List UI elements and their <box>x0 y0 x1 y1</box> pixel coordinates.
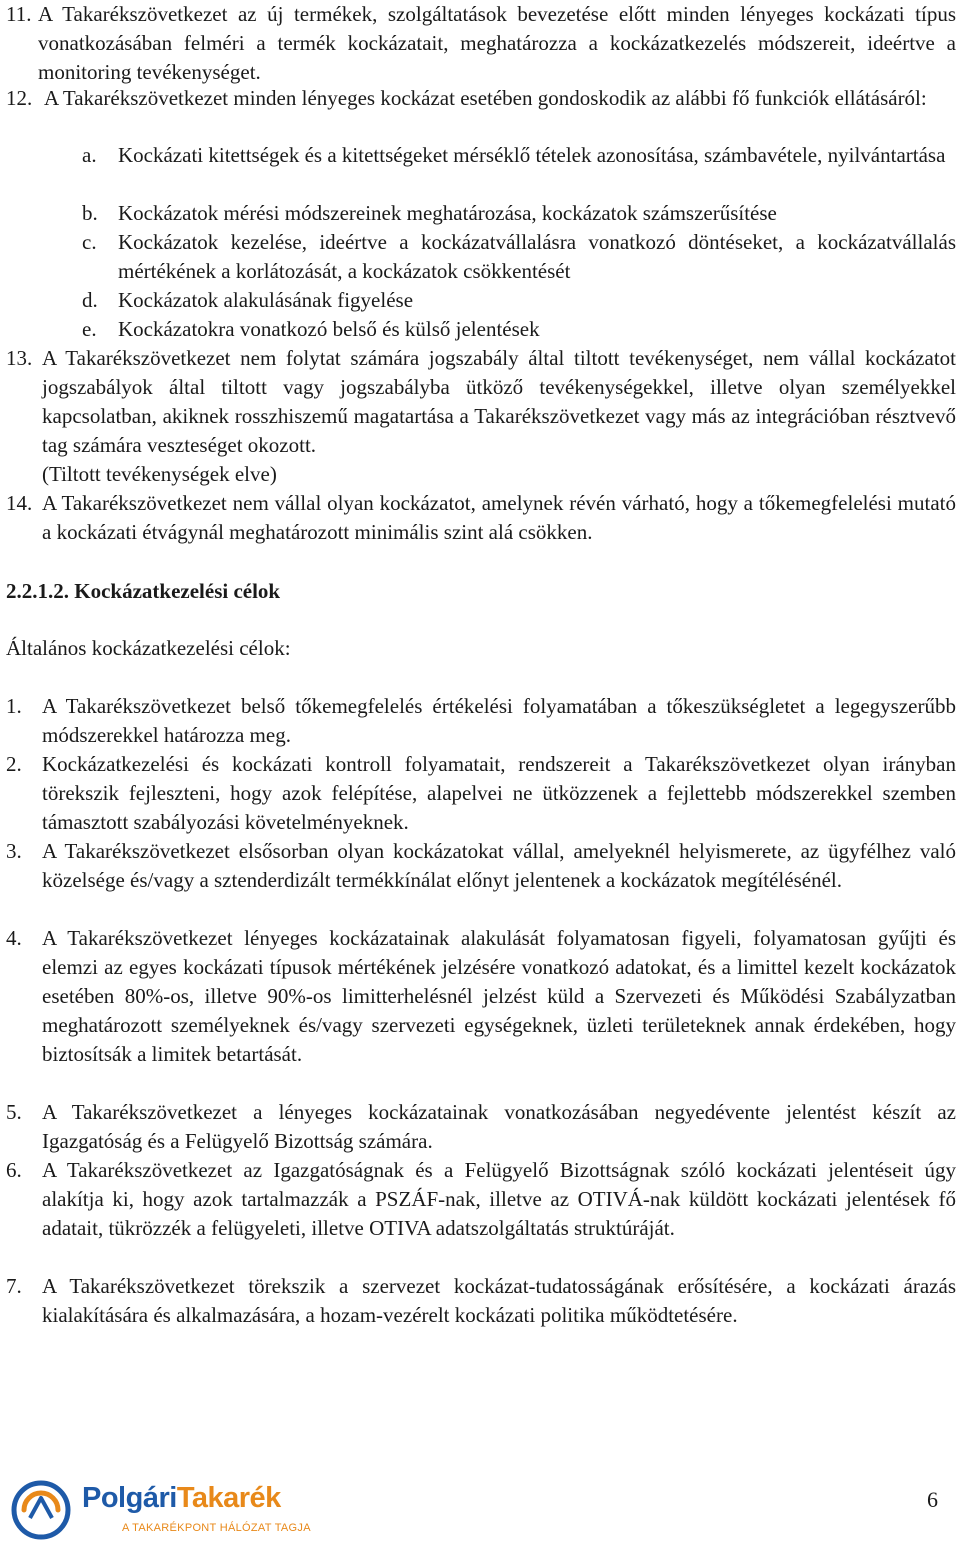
logo-emblem-icon <box>10 1480 72 1540</box>
goal-3-number: 3. <box>6 839 22 863</box>
item-12-text: A Takarékszövetkezet minden lényeges kockázat esetében gondoskodik az alábbi fő funkciók ellátásáról: <box>44 86 927 110</box>
logo-tagline: A TAKARÉKPONT HÁLÓZAT TAGJA <box>122 1522 311 1534</box>
item-12-sub-e-label: e. <box>82 317 97 341</box>
goal-2-text: Kockázatkezelési és kockázati kontroll folyamatait, rendszereit a Takarékszövetkezet olyan irányban törekszik fejleszteni, hogy azok felépítése, alapelvei ne ütközzenek a fejlettebb módszerekkel szemben támasztott szabályozási követelményeknek. <box>42 752 956 834</box>
goal-4-number: 4. <box>6 926 22 950</box>
logo-part-2: Takarék <box>176 1482 281 1514</box>
item-12-sub-b-label: b. <box>82 201 98 225</box>
item-12-sub-a-label: a. <box>82 143 97 167</box>
item-12-sub-c-text: Kockázatok kezelése, ideértve a kockázatvállalásra vonatkozó döntéseket, a kockázatvállalás mértékének a korlátozását, a kockázatok csökkentését <box>118 230 956 283</box>
item-14-text: A Takarékszövetkezet nem vállal olyan kockázatot, amelynek révén várható, hogy a tőkemegfelelési mutató a kockázati étvágynál meghatározott minimális szint alá csökken. <box>42 491 956 544</box>
polgari-takarek-logo <box>10 1480 311 1540</box>
item-13-text: A Takarékszövetkezet nem folytat számára jogszabály által tiltott tevékenységet, nem vállal kockázatot jogszabályok által tiltott vagy jogszabályba ütköző tevékenységekkel, illetve olyan személyekkel kapcsolatban, akiknek rosszhiszemű magatartása a Takarékszövetkezet vagy más az integrációban résztvevő tag számára veszteséget okozott. <box>42 346 956 457</box>
item-12-sub-b-text: Kockázatok mérési módszereinek meghatározása, kockázatok számszerűsítése <box>118 201 777 225</box>
goal-6-text: A Takarékszövetkezet az Igazgatóságnak és a Felügyelő Bizottságnak szóló kockázati jelentéseit úgy alakítja ki, hogy azok tartalmazzák a PSZÁF-nak, illetve az OTIVÁ-nak küldött kockázati jelentések fő adatait, tükrözzék a felügyeleti, illetve OTIVA adatszolgáltatás struktúráját. <box>42 1158 956 1240</box>
goal-2-number: 2. <box>6 752 22 776</box>
goal-1-number: 1. <box>6 694 22 718</box>
goal-5-number: 5. <box>6 1100 22 1124</box>
page-number: 6 <box>927 1487 938 1512</box>
general-goals-subheading: Általános kockázatkezelési célok: <box>6 636 291 660</box>
goal-5-text: A Takarékszövetkezet a lényeges kockázatainak vonatkozásában negyedévente jelentést készít az Igazgatóság és a Felügyelő Bizottság számára. <box>42 1100 956 1153</box>
item-12-sub-e-text: Kockázatokra vonatkozó belső és külső jelentések <box>118 317 540 341</box>
item-13-number: 13. <box>6 346 33 370</box>
goal-7-number: 7. <box>6 1274 22 1298</box>
item-12-sub-c-label: c. <box>82 230 97 254</box>
item-12-number: 12. <box>6 86 33 110</box>
logo-wordmark <box>82 1482 281 1515</box>
item-14-number: 14. <box>6 491 33 515</box>
goal-6-number: 6. <box>6 1158 22 1182</box>
goal-4-text: A Takarékszövetkezet lényeges kockázatainak alakulását folyamatosan figyeli, folyamatosan gyűjti és elemzi az egyes kockázati típusok mértékének jelzésére vonatkozó adatokat, és a limittel kezelt kockázatok esetében 80%-os, illetve 90%-os limitterhelésnél jelzést küld a Szervezeti és Működési Szabályzatban meghatározott személyeknek és/vagy szervezeti egységeknek, üzleti területeknek annak érdekében, hogy biztosítsák a limitek betartását. <box>42 926 956 1066</box>
item-12-sub-d-text: Kockázatok alakulásának figyelése <box>118 288 414 312</box>
goal-1-text: A Takarékszövetkezet belső tőkemegfelelés értékelési folyamatában a tőkeszükségletet a legegyszerűbb módszerekkel határozza meg. <box>42 694 956 747</box>
goal-7-text: A Takarékszövetkezet törekszik a szervezet kockázat-tudatosságának erősítésére, a kockázati árazás kialakítására és alkalmazására, a hozam-vezérelt kockázati politika működtetésére. <box>42 1274 956 1327</box>
item-11-number: 11. <box>6 2 32 26</box>
item-12-sub-a-text: Kockázati kitettségek és a kitettségeket mérséklő tételek azonosítása, számbavétele, nyilvántartása <box>118 143 946 167</box>
logo-part-1: Polgári <box>82 1482 177 1514</box>
goal-3-text: A Takarékszövetkezet elsősorban olyan kockázatokat vállal, amelyeknél helyismerete, az ügyfélhez való közelsége és/vagy a sztenderdizált termékkínálat előnyt jelentenek a kockázatok megítélésénél. <box>42 839 956 892</box>
item-11-text: A Takarékszövetkezet az új termékek, szolgáltatások bevezetése előtt minden lényeges kockázati típus vonatkozásában felméri a termék kockázatait, meghatározza a kockázatkezelés módszereit, ideértve a monitoring tevékenységet. <box>38 2 956 84</box>
section-heading: 2.2.1.2. Kockázatkezelési célok <box>6 579 281 603</box>
item-13-note: (Tiltott tevékenységek elve) <box>42 462 277 486</box>
item-12-sub-d-label: d. <box>82 288 98 312</box>
